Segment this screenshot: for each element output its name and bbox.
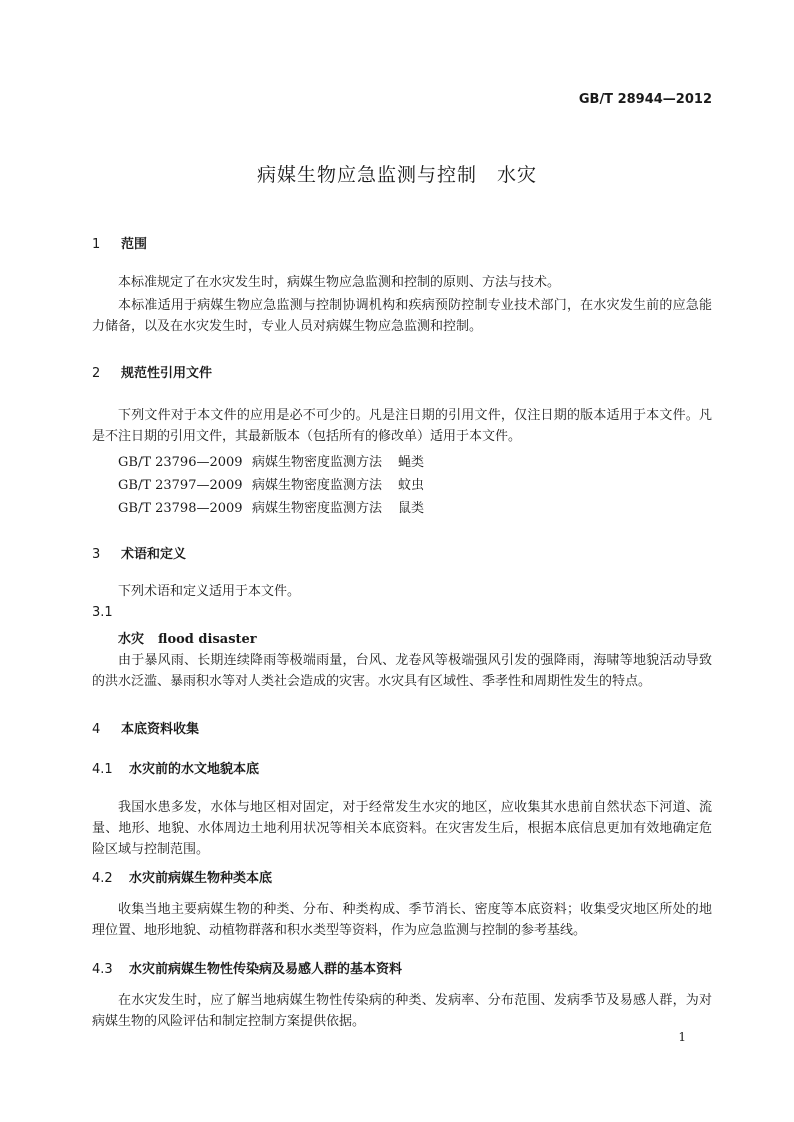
section-2-paragraph: 下列文件对于本文件的应用是必不可少的。凡是注日期的引用文件，仅注日期的版本适用于本文件。凡是不注日期的引用文件，其最新版本（包括所有的修改单）适用于本文件。 [92, 408, 712, 444]
subsection-4-2-heading [92, 867, 272, 886]
reference-name: 病媒生物密度监测方法 [252, 478, 383, 493]
reference-target: 鼠类 [398, 501, 425, 516]
section-number: 1 [92, 237, 101, 252]
subsection-title: 水灾前的水文地貌本底 [129, 762, 260, 777]
page-number: 1 [678, 1030, 686, 1044]
reference-target: 蝇类 [398, 455, 425, 470]
subsection-4-3-text: 在水灾发生时，应了解当地病媒生物性传染病的种类、发病率、分布范围、发病季节及易感人群，为对病媒生物的风险评估和制定控制方案提供依据。 [92, 993, 712, 1029]
section-number: 4 [92, 722, 101, 737]
standard-code: GB/T 28944—2012 [578, 92, 712, 107]
term-chinese: 水灾 [118, 632, 145, 647]
section-title: 术语和定义 [121, 547, 187, 562]
term-number: 3.1 [92, 605, 113, 620]
reference-name: 病媒生物密度监测方法 [252, 455, 383, 470]
section-3-intro: 下列术语和定义适用于本文件。 [118, 584, 301, 599]
section-1-heading [92, 233, 147, 252]
section-4-heading [92, 718, 199, 737]
section-1-paragraph-2: 本标准适用于病媒生物应急监测与控制协调机构和疾病预防控制专业技术部门，在水灾发生前的应急能力储备，以及在水灾发生时，专业人员对病媒生物应急监测和控制。 [92, 298, 712, 334]
reference-name: 病媒生物密度监测方法 [252, 501, 383, 516]
reference-code: GB/T 23797—2009 [118, 478, 243, 493]
subsection-title: 水灾前病媒生物性传染病及易感人群的基本资料 [129, 962, 403, 977]
reference-code: GB/T 23796—2009 [118, 455, 243, 470]
subsection-number: 4.3 [92, 962, 113, 977]
section-title: 范围 [121, 237, 148, 252]
reference-item [118, 474, 424, 493]
subsection-4-3-heading [92, 958, 402, 977]
section-title: 本底资料收集 [121, 722, 200, 737]
section-1-paragraph-1: 本标准规定了在水灾发生时，病媒生物应急监测和控制的原则、方法与技术。 [118, 275, 561, 290]
section-title: 规范性引用文件 [121, 366, 213, 381]
section-number: 3 [92, 547, 101, 562]
subsection-title: 水灾前病媒生物种类本底 [129, 871, 273, 886]
document-title: 病媒生物应急监测与控制 水灾 [256, 164, 537, 186]
term-english: flood disaster [158, 632, 257, 647]
section-3-heading [92, 543, 186, 562]
term-definition: 由于暴风雨、长期连续降雨等极端雨量，台风、龙卷风等极端强风引发的强降雨，海啸等地貌活动导致的洪水泛滥、暴雨积水等对人类社会造成的灾害。水灾具有区域性、季孝性和周期性发生的特点。 [92, 653, 712, 689]
reference-item [118, 497, 424, 516]
subsection-4-1-heading [92, 758, 259, 777]
reference-code: GB/T 23798—2009 [118, 501, 243, 516]
subsection-number: 4.2 [92, 871, 113, 886]
subsection-4-2-text: 收集当地主要病媒生物的种类、分布、种类构成、季节消长、密度等本底资料；收集受灾地区所处的地理位置、地形地貌、动植物群落和积水类型等资料，作为应急监测与控制的参考基线。 [92, 902, 712, 938]
term-entry [118, 628, 257, 647]
subsection-number: 4.1 [92, 762, 113, 777]
section-number: 2 [92, 366, 101, 381]
reference-target: 蚊虫 [398, 478, 425, 493]
subsection-4-1-text: 我国水患多发，水体与地区相对固定，对于经常发生水灾的地区，应收集其水患前自然状态下河道、流量、地形、地貌、水体周边土地利用状况等相关本底资料。在灾害发生后，根据本底信息更加有效地确定危险区域与控制范围。 [92, 800, 712, 857]
section-2-heading [92, 362, 212, 381]
reference-item [118, 451, 424, 470]
